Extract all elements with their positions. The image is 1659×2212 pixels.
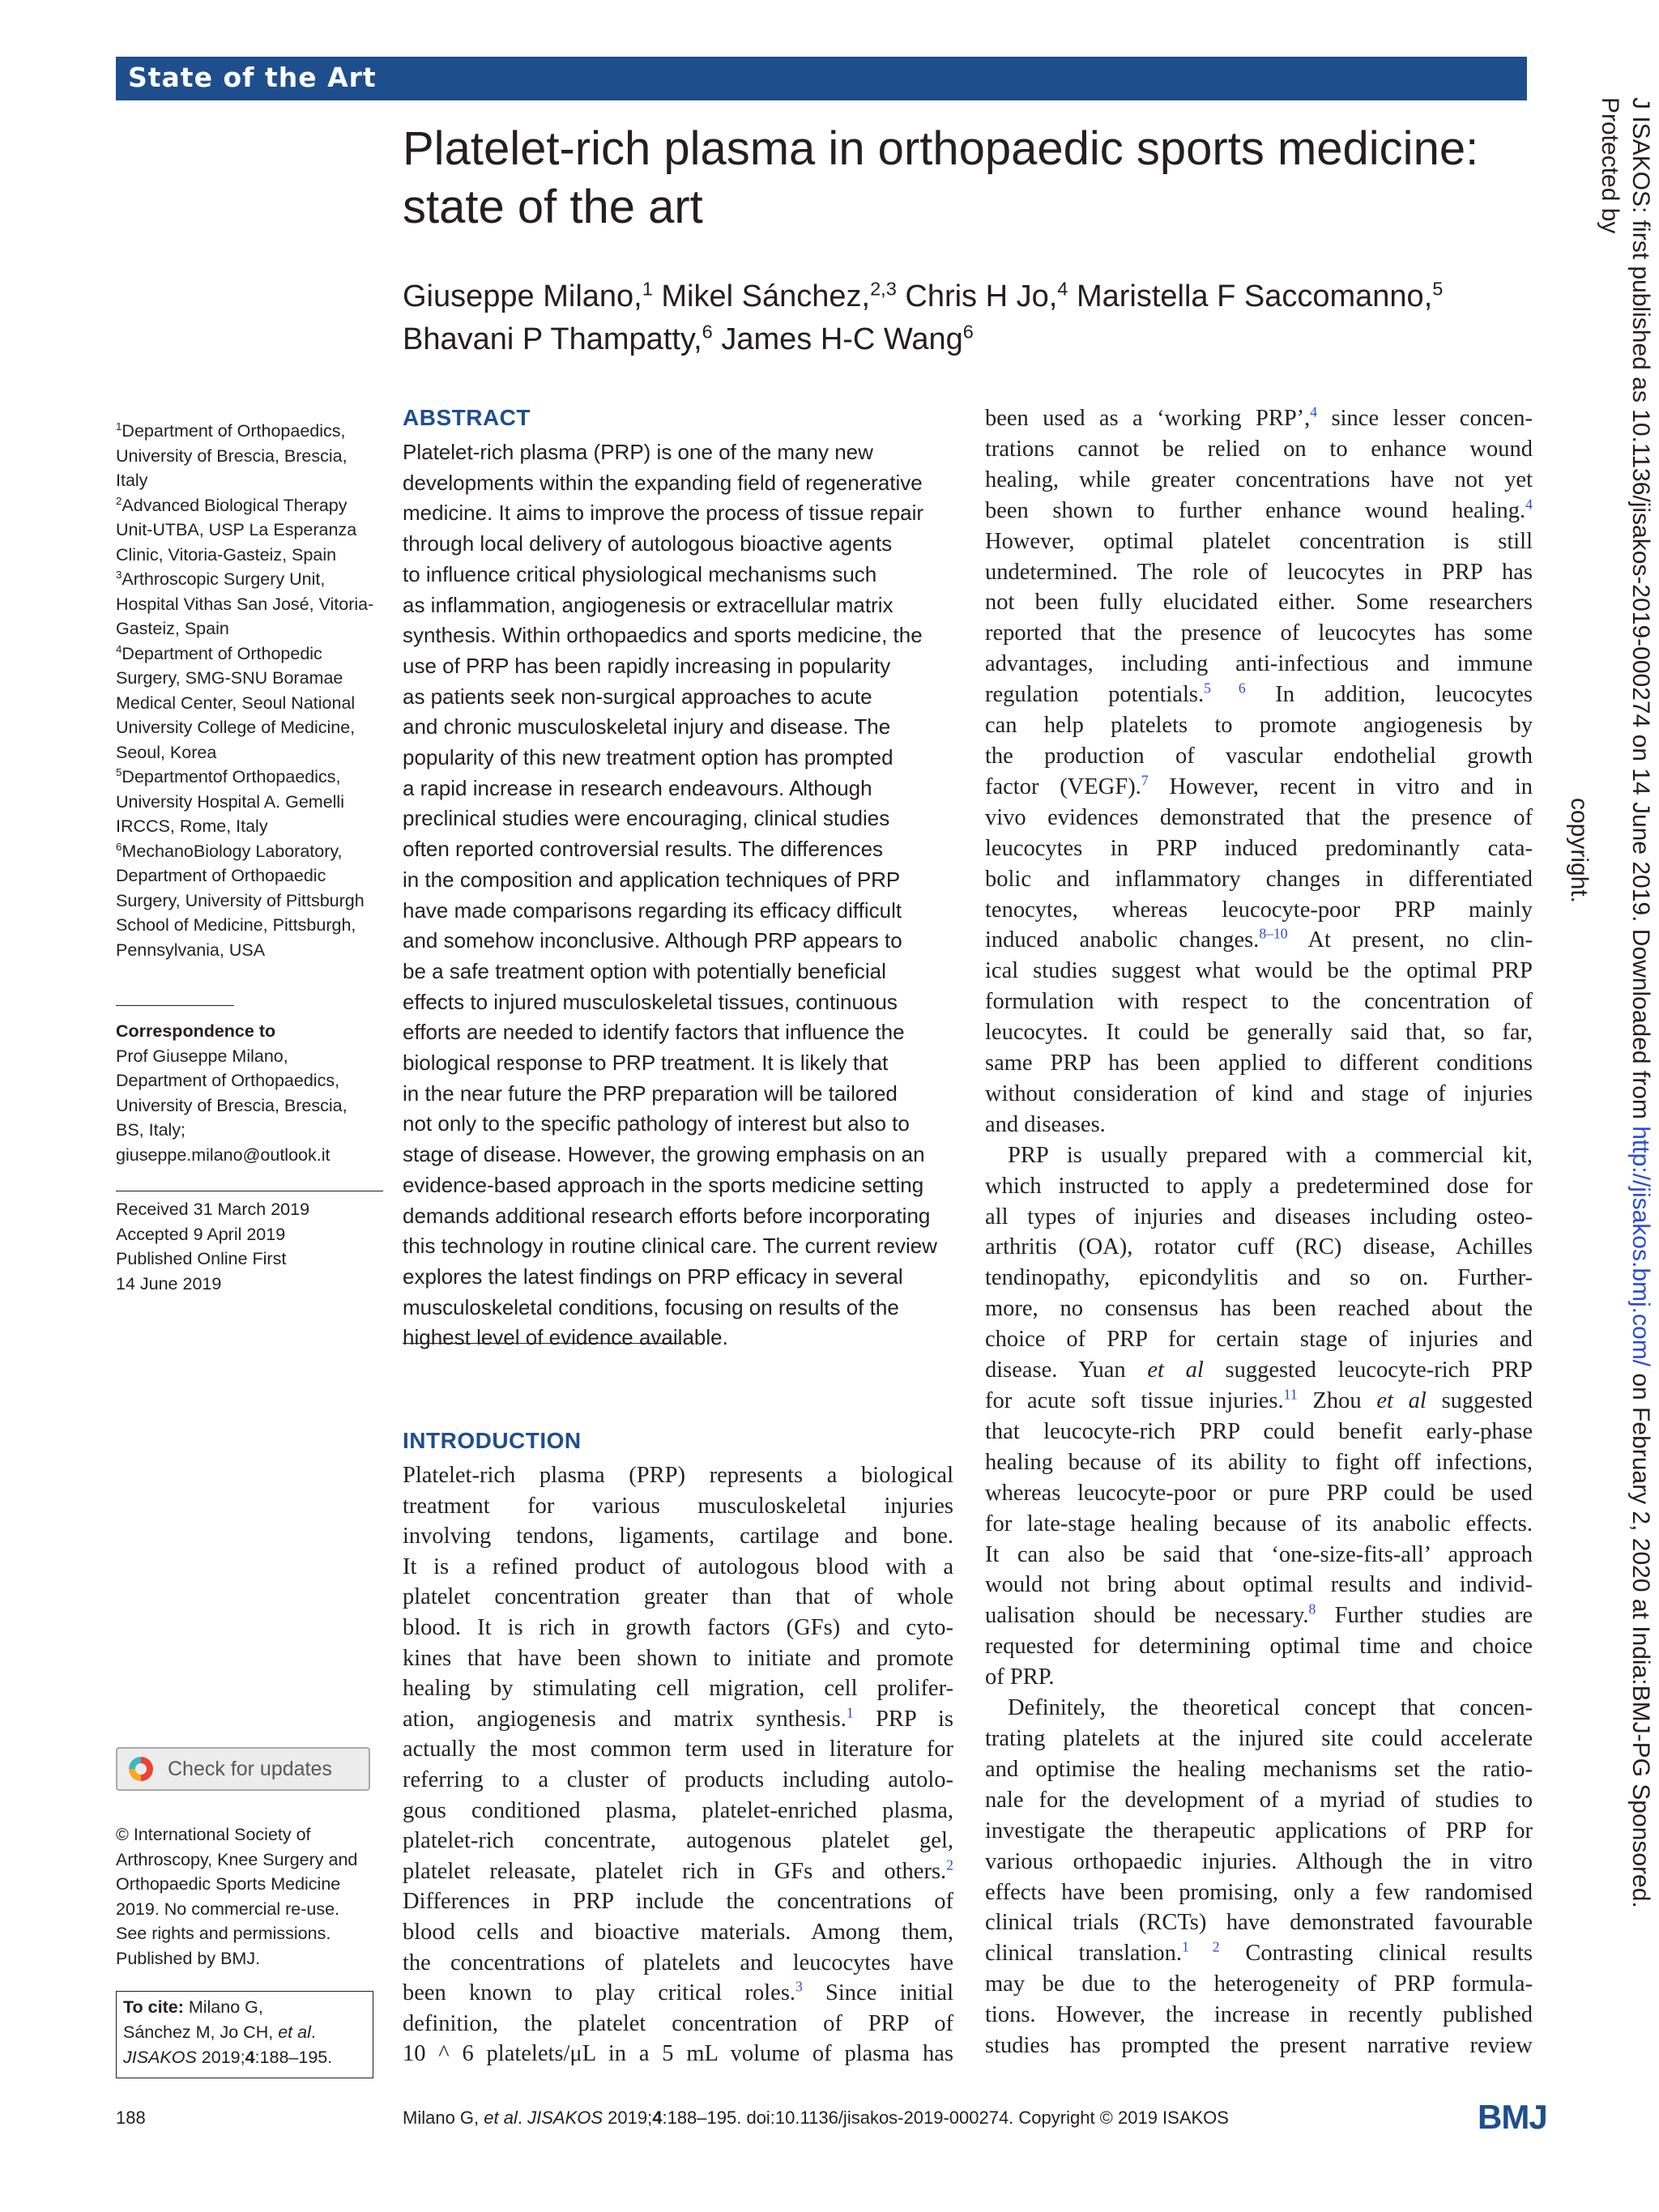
intro-line: actually the most common term used in literature for <box>403 1737 953 1762</box>
body-line: may be due to the heterogeneity of PRP formula- <box>985 1971 1533 1997</box>
body-line: for acute soft tissue injuries.$^{11}$ Zhou et al suggested <box>985 1386 1533 1413</box>
page-number: 188 <box>116 2108 146 2128</box>
body-line: requested for determining optimal time and choice <box>985 1634 1533 1660</box>
reference-marker: 3 <box>795 1978 803 1995</box>
abstract-line: synthesis. Within orthopaedics and sports medicine, the <box>403 623 923 648</box>
body-line: leucocytes in PRP induced predominantly cata- <box>985 835 1533 861</box>
abstract-line: in the near future the PRP preparation will be tailored <box>403 1080 898 1106</box>
affiliation-line: Surgery, SMG-SNU Boramae <box>116 668 343 688</box>
article-title <box>403 120 1537 237</box>
body-line: bolic and inflammatory changes in differentiated <box>985 866 1533 892</box>
body-line: tenocytes, whereas leucocyte-poor PRP mainly <box>985 897 1533 923</box>
body-line: not been fully elucidated either. Some researchers <box>985 590 1533 616</box>
body-line: tions. However, the increase in recently published <box>985 2002 1533 2028</box>
abstract-line: and somehow inconclusive. Although PRP appears to <box>403 928 902 953</box>
body-line: been shown to further enhance wound healing.$^4$ <box>985 496 1533 523</box>
body-line: ualisation should be necessary.$^8$ Further studies are <box>985 1600 1533 1629</box>
journal-link[interactable]: http://jisakos.bmj.com/ <box>1627 1126 1654 1367</box>
copyright-line: Arthroscopy, Knee Surgery and <box>116 1849 358 1869</box>
abstract-line: developments within the expanding field of regenerative <box>403 470 923 495</box>
copyright-line: 2019. No commercial re-use. <box>116 1899 340 1919</box>
affiliation-line: Gasteiz, Spain <box>116 619 229 638</box>
body-line: clinical trials (RCTs) have demonstrated favourable <box>985 1910 1533 1936</box>
abstract-line: in the composition and application techniques of PRP <box>403 867 901 892</box>
affiliation-line: University of Brescia, Brescia, <box>116 445 348 466</box>
intro-line: platelet-rich concentrate, autogenous platelet gel, <box>403 1828 953 1854</box>
body-line: the production of vascular endothelial growth <box>985 743 1533 769</box>
body-line: factor (VEGF).$^7$ However, recent in vitro and in <box>985 772 1533 799</box>
citation-box: To cite: Milano G, Sánchez M, Jo CH, et al. JISAKOS 2019;4:188–195. <box>116 1991 373 2078</box>
intro-line: treatment for various musculoskeletal injuries <box>403 1493 953 1519</box>
author: Giuseppe Milano,$^1$ <box>403 278 653 313</box>
affiliation-line: $^1$Department of Orthopaedics, <box>116 420 346 441</box>
copyright-line: Published by BMJ. <box>116 1948 261 1968</box>
author: Maristella F Saccomanno,$^5$ <box>1076 278 1444 313</box>
abstract-heading: ABSTRACT <box>403 405 531 430</box>
affiliation-number: 1 <box>116 420 122 433</box>
body-line: and optimise the healing mechanisms set the ratio- <box>985 1756 1533 1782</box>
italic-text: et al <box>1147 1357 1204 1383</box>
abstract-line: as patients seek non-surgical approaches to acute <box>403 684 872 709</box>
intro-line: been known to play critical roles.$^3$ Since initial <box>403 1978 953 2006</box>
reference-marker: 8–10 <box>1259 925 1288 942</box>
body-line: various orthopaedic injuries. Although the in vitro <box>985 1848 1533 1874</box>
body-line: undetermined. The role of leucocytes in PRP has <box>985 559 1533 585</box>
body-line: trations cannot be relied on to enhance wound <box>985 436 1533 462</box>
intro-line: involving tendons, ligaments, cartilage and bone. <box>403 1524 953 1549</box>
body-line: which instructed to apply a predetermined dose for <box>985 1173 1533 1199</box>
abstract-line: use of PRP has been rapidly increasing in popularity <box>403 653 891 678</box>
abstract-line: as inflammation, angiogenesis or extracellular matrix <box>403 592 893 617</box>
date-line: 14 June 2019 <box>116 1273 222 1294</box>
right-column-body <box>985 403 1533 2061</box>
abstract-line: popularity of this new treatment option has prompted <box>403 745 893 770</box>
body-line: It can also be said that ‘one-size-fits-all’ approach <box>985 1541 1533 1567</box>
reference-marker: 2 <box>946 1856 953 1873</box>
body-line: effects have been promising, only a few randomised <box>985 1879 1533 1905</box>
introduction-heading: INTRODUCTION <box>403 1428 582 1453</box>
correspondence <box>116 1019 383 1167</box>
affiliation-number: 4 <box>116 642 122 655</box>
affiliation-line: University College of Medicine, <box>116 718 356 737</box>
copyright-notice <box>116 1822 383 1971</box>
intro-line: blood. It is rich in growth factors (GFs) and cyto- <box>403 1614 953 1640</box>
body-line: same PRP has been applied to different conditions <box>985 1051 1533 1076</box>
intro-line: gous conditioned plasma, platelet-enriched plasma, <box>403 1797 953 1823</box>
body-line: healing because of its ability to fight off infections, <box>985 1449 1533 1475</box>
abstract-line: Platelet-rich plasma (PRP) is one of the many new <box>403 440 873 464</box>
body-line: reported that the presence of leucocytes has some <box>985 620 1533 646</box>
divider <box>403 1343 681 1344</box>
author: James H-C Wang$^6$ <box>721 321 974 356</box>
affiliation-line: Clinic, Vitoria-Gasteiz, Spain <box>116 544 337 565</box>
body-line: formulation with respect to the concentration of <box>985 989 1533 1015</box>
intro-line: ation, angiogenesis and matrix synthesis.$^1$ PRP is <box>403 1704 953 1732</box>
affiliation-line: Pennsylvania, USA <box>116 940 266 960</box>
affiliation-line: Seoul, Korea <box>116 742 217 762</box>
reference-marker: 7 <box>1141 772 1149 789</box>
correspondence-line: Department of Orthopaedics, <box>116 1071 340 1090</box>
reference-marker: 4 <box>1310 403 1318 420</box>
body-line: regulation potentials.$^{5 6}$ In addition, leucocytes <box>985 680 1533 708</box>
abstract-line: musculoskeletal conditions, focusing on results of the <box>403 1294 899 1319</box>
body-line: tendinopathy, epicondylitis and so on. Further- <box>985 1265 1533 1291</box>
section-banner <box>116 57 1527 100</box>
abstract-line: through local delivery of autologous bioactive agents <box>403 531 893 556</box>
abstract-line: stage of disease. However, the growing emphasis on an <box>403 1142 925 1167</box>
affiliation-number: 6 <box>116 840 122 853</box>
title-line-2: state of the art <box>403 181 703 233</box>
body-line: would not bring about optimal results and individ- <box>985 1572 1533 1598</box>
affiliation-line: Unit-UTBA, USP La Esperanza <box>116 520 357 539</box>
check-for-updates-button[interactable] <box>116 1747 370 1791</box>
author: Chris H Jo,$^4$ <box>905 278 1068 313</box>
bmj-logo: BMJ <box>1478 2098 1547 2136</box>
italic-text: et al <box>1376 1388 1427 1413</box>
abstract-line: not only to the specific pathology of interest but also to <box>403 1111 910 1136</box>
abstract-line: a rapid increase in research endeavours. Although <box>403 775 872 800</box>
body-line: without consideration of kind and stage of injuries <box>985 1080 1533 1106</box>
affiliation-line: Surgery, University of Pittsburgh <box>116 890 365 910</box>
body-line: can help platelets to promote angiogenesis by <box>985 713 1533 739</box>
body-line: arthritis (OA), rotator cuff (RC) disease, Achilles <box>985 1234 1533 1260</box>
body-line: for late-stage healing because of its anabolic effects. <box>985 1511 1533 1536</box>
crossmark-icon <box>129 1757 153 1781</box>
body-line: investigate the therapeutic applications of PRP for <box>985 1818 1533 1843</box>
body-line: choice of PRP for certain stage of injuries and <box>985 1327 1533 1353</box>
date-line: Published Online First <box>116 1249 287 1268</box>
body-line: all types of injuries and diseases including osteo- <box>985 1204 1533 1230</box>
introduction-body <box>403 1460 953 2069</box>
intro-line: definition, the platelet concentration of PRP of <box>403 2010 953 2036</box>
body-line: PRP is usually prepared with a commercial kit, <box>1008 1142 1533 1168</box>
body-line: nale for the development of a myriad of studies to <box>985 1787 1533 1813</box>
affiliation-line: Hospital Vithas San José, Vitoria- <box>116 594 374 614</box>
body-line: ical studies suggest what would be the optimal PRP <box>985 958 1533 984</box>
divider <box>116 1005 234 1006</box>
correspondence-line: giuseppe.milano@outlook.it <box>116 1144 331 1165</box>
intro-line: kines that have been shown to initiate and promote <box>403 1645 953 1671</box>
affiliation-line: Italy <box>116 471 148 490</box>
intro-line: blood cells and bioactive materials. Among them, <box>403 1919 953 1945</box>
affiliation-line: $^3$Arthroscopic Surgery Unit, <box>116 568 326 589</box>
abstract-line: effects to injured musculoskeletal tissues, continuous <box>403 989 898 1014</box>
section-banner-label: State of the Art <box>128 62 377 93</box>
body-line: and diseases. <box>985 1111 1106 1137</box>
date-line: Accepted 9 April 2019 <box>116 1224 286 1244</box>
abstract-line: explores the latest findings on PRP efficacy in several <box>403 1264 903 1289</box>
affiliations <box>116 419 383 962</box>
abstract-line: have made comparisons regarding its efficacy difficult <box>403 897 902 923</box>
download-notice: J ISAKOS: first published as 10.1136/jisakos-2019-000274 on 14 June 2019. Downloaded from http://jisakos.bmj.com/ on February 2, 2020 at India:BMJ-PG Sponsored. Protected by copyright. <box>1566 97 1654 1908</box>
reference-marker: 11 <box>1283 1386 1298 1403</box>
intro-line: the concentrations of platelets and leucocytes have <box>403 1950 953 1975</box>
body-line: disease. Yuan et al suggested leucocyte-rich PRP <box>985 1357 1533 1383</box>
copyright-line: © International Society of <box>116 1825 311 1844</box>
affiliation-number: 3 <box>116 568 122 581</box>
affiliation-number: 2 <box>116 494 122 507</box>
abstract-line: medicine. It aims to improve the process of tissue repair <box>403 501 924 526</box>
intro-line: Differences in PRP include the concentrations of <box>403 1889 953 1915</box>
correspondence-heading: Correspondence to <box>116 1021 276 1041</box>
author: Bhavani P Thampatty,$^6$ <box>403 321 713 356</box>
correspondence-line: Prof Giuseppe Milano, <box>116 1046 288 1066</box>
body-line: been used as a ‘working PRP’,$^4$ since lesser concen- <box>985 403 1533 431</box>
body-line: clinical translation.$^{1 2}$ Contrasting clinical results <box>985 1938 1533 1967</box>
reference-marker: 1 <box>846 1704 854 1721</box>
body-line: leucocytes. It could be generally said that, so far, <box>985 1020 1533 1046</box>
date-line: Received 31 March 2019 <box>116 1200 310 1219</box>
affiliation-line: $^4$Department of Orthopedic <box>116 642 322 663</box>
abstract-line: often reported controversial results. The differences <box>403 837 884 862</box>
footer-citation: Milano G, et al. JISAKOS 2019;4:188–195. doi:10.1136/jisakos-2019-000274. Copyright © 2019 ISAKOS <box>403 2108 1229 2128</box>
abstract-line: efforts are needed to identify factors that influence the <box>403 1020 905 1045</box>
abstract-line: to influence critical physiological mechanisms such <box>403 561 877 586</box>
reference-marker: 8 <box>1308 1600 1316 1617</box>
body-line: However, optimal platelet concentration is still <box>985 528 1533 554</box>
affiliation-line: $^5$Departmentof Orthopaedics, <box>116 765 341 786</box>
abstract-line: and chronic musculoskeletal injury and disease. The <box>403 714 891 739</box>
abstract-line: evidence-based approach in the sports medicine setting <box>403 1172 924 1197</box>
body-line: advantages, including anti-infectious and immune <box>985 651 1533 677</box>
body-line: whereas leucocyte-poor or pure PRP could be used <box>985 1480 1533 1506</box>
affiliation-line: $^6$MechanoBiology Laboratory, <box>116 840 343 861</box>
body-line: vivo evidences demonstrated that the presence of <box>985 804 1533 830</box>
abstract-line: biological response to PRP treatment. It is likely that <box>403 1051 889 1076</box>
intro-line: referring to a cluster of products including autolo- <box>403 1767 953 1792</box>
intro-line: healing by stimulating cell migration, cell prolifer- <box>403 1676 953 1702</box>
abstract-line: be a safe treatment option with potentially beneficial <box>403 958 886 983</box>
body-line: more, no consensus has been reached about the <box>985 1296 1533 1322</box>
affiliation-line: University Hospital A. Gemelli <box>116 791 344 812</box>
copyright-line: See rights and permissions. <box>116 1924 331 1943</box>
reference-marker: 4 <box>1525 496 1533 513</box>
abstract-line: highest level of evidence available. <box>403 1325 728 1350</box>
reference-marker: 5 6 <box>1204 680 1246 697</box>
intro-line: platelet concentration greater than that of whole <box>403 1584 953 1610</box>
title-line-1: Platelet-rich plasma in orthopaedic sports medicine: <box>403 122 1479 175</box>
body-line: induced anabolic changes.$^{8-10}$ At present, no clin- <box>985 925 1533 953</box>
intro-line: 10 ^ 6 platelets/μL in a 5 mL volume of plasma has <box>403 2041 953 2067</box>
article-dates <box>116 1197 383 1296</box>
copyright-line: Orthopaedic Sports Medicine <box>116 1874 341 1894</box>
affiliation-line: School of Medicine, Pittsburgh, <box>116 915 356 935</box>
author: Mikel Sánchez,$^{2,3}$ <box>661 278 897 313</box>
abstract-line: preclinical studies were encouraging, clinical studies <box>403 806 890 831</box>
abstract-line: demands additional research efforts before incorporating <box>403 1203 931 1228</box>
abstract-body <box>403 437 953 1353</box>
author-list <box>403 275 1537 361</box>
intro-line: It is a refined product of autologous blood with a <box>403 1554 953 1579</box>
correspondence-line: BS, Italy; <box>116 1120 186 1140</box>
body-line: that leucocyte-rich PRP could benefit early-phase <box>985 1418 1533 1444</box>
intro-line: Platelet-rich plasma (PRP) represents a biological <box>403 1463 953 1488</box>
body-line: Definitely, the theoretical concept that concen- <box>1008 1695 1533 1721</box>
body-line: healing, while greater concentrations have not yet <box>985 467 1533 492</box>
affiliation-line: IRCCS, Rome, Italy <box>116 816 268 836</box>
affiliation-line: Department of Orthopaedic <box>116 866 326 885</box>
body-line: of PRP. <box>985 1664 1055 1690</box>
body-line: studies has prompted the present narrative review <box>985 2033 1533 2059</box>
check-for-updates-label: Check for updates <box>168 1758 332 1780</box>
body-line: trating platelets at the injured site could accelerate <box>985 1725 1533 1751</box>
reference-marker: 1 2 <box>1182 1938 1220 1955</box>
affiliation-line: $^2$Advanced Biological Therapy <box>116 494 348 515</box>
correspondence-line: University of Brescia, Brescia, <box>116 1095 348 1115</box>
intro-line: platelet releasate, platelet rich in GFs and others.$^2$ <box>403 1856 953 1884</box>
affiliation-line: Medical Center, Seoul National <box>116 693 356 713</box>
affiliation-number: 5 <box>116 765 122 778</box>
abstract-line: this technology in routine clinical care. The current review <box>403 1234 937 1259</box>
